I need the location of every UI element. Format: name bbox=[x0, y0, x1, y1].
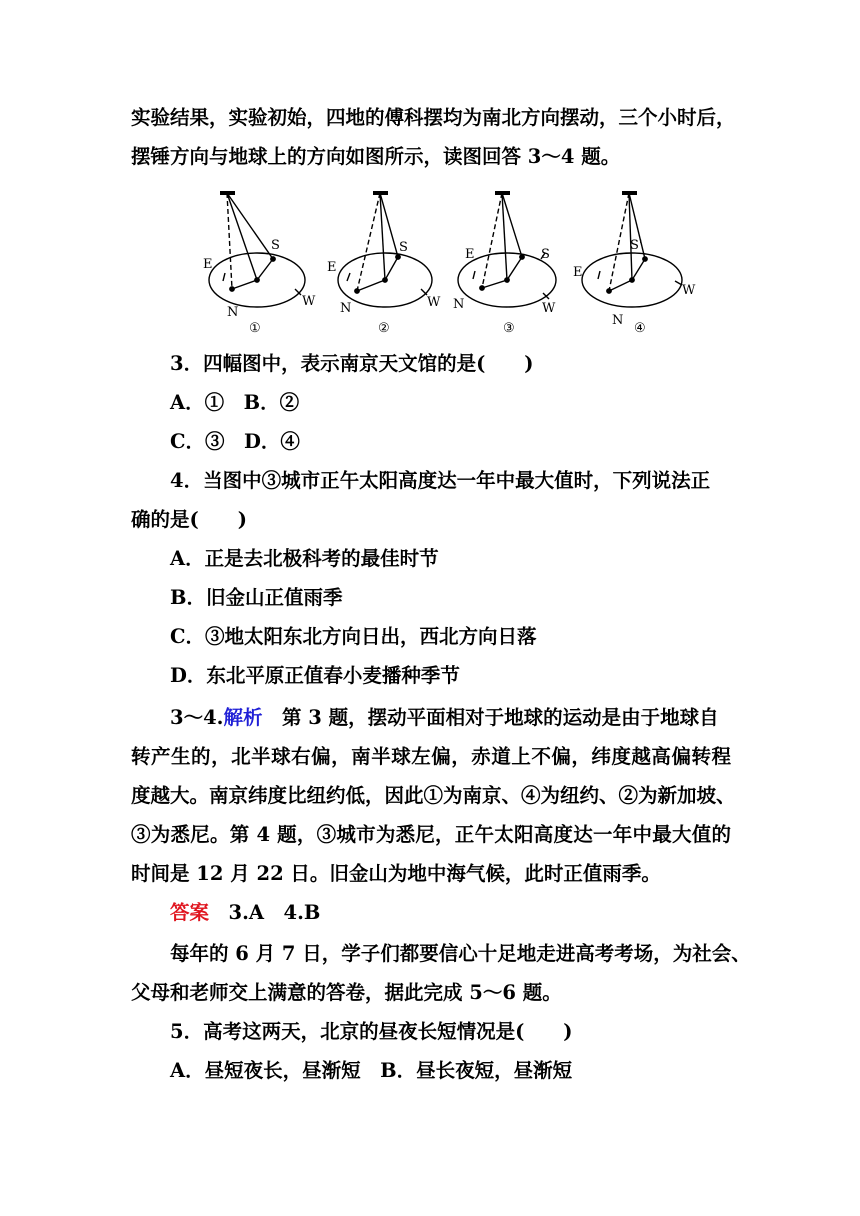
q4-option-b: B．旧金山正值雨季 bbox=[170, 586, 343, 609]
label-s-3: S bbox=[541, 247, 550, 262]
label-s-2: S bbox=[399, 240, 408, 255]
label-n-1: N bbox=[227, 305, 239, 320]
label-w-2: W bbox=[427, 295, 441, 310]
pendulum-diagram bbox=[195, 185, 715, 340]
pendulum-2 bbox=[338, 193, 432, 307]
analysis-line1-text: 第 3 题，摆动平面相对于地球的运动是由于地球自 bbox=[262, 706, 719, 729]
q5-stem: 5．高考这两天，北京的昼夜长短情况是( ) bbox=[170, 1020, 573, 1043]
analysis-prefix: 3～4. bbox=[170, 706, 224, 729]
caption-1: ① bbox=[249, 321, 261, 336]
foucault-pendulum-figure bbox=[195, 185, 715, 340]
label-w-3: W bbox=[542, 301, 556, 316]
label-s-prime-4: S' bbox=[630, 238, 643, 253]
label-e-3: E bbox=[465, 247, 475, 262]
q4-option-d: D．东北平原正值春小麦播种季节 bbox=[170, 664, 460, 687]
q4-stem-2: 确的是( ) bbox=[131, 508, 247, 531]
q5-options-1: A．昼短夜长，昼渐短 B．昼长夜短，昼渐短 bbox=[170, 1059, 573, 1082]
label-e-4: E bbox=[573, 265, 583, 280]
intro2-line-1: 每年的 6 月 7 日，学子们都要信心十足地走进高考考场，为社会、 bbox=[170, 942, 751, 965]
q4-stem-1: 4．当图中③城市正午太阳高度达一年中最大值时，下列说法正 bbox=[170, 469, 711, 492]
label-w-1: W bbox=[302, 294, 316, 309]
analysis-tag: 解析 bbox=[223, 706, 263, 729]
answer-tag: 答案 bbox=[170, 901, 210, 924]
analysis-line-1 bbox=[170, 704, 731, 732]
q4-option-a: A．正是去北极科考的最佳时节 bbox=[170, 547, 439, 570]
intro2-line-2: 父母和老师交上满意的答卷，据此完成 5～6 题。 bbox=[131, 981, 562, 1004]
label-w-4: W bbox=[682, 283, 696, 298]
intro-line-1: 实验结果，实验初始，四地的傅科摆均为南北方向摆动，三个小时后， bbox=[131, 106, 736, 129]
answer-text: 3.A 4.B bbox=[209, 901, 321, 924]
analysis-line-2: 转产生的，北半球右偏，南半球左偏，赤道上不偏，纬度越高偏转程 bbox=[131, 745, 731, 768]
label-e-2: E bbox=[327, 260, 337, 275]
pendulum-1 bbox=[209, 193, 305, 307]
label-n-4: N bbox=[612, 313, 624, 328]
analysis-line-4: ③为悉尼。第 4 题，③城市为悉尼，正午太阳高度达一年中最大值的 bbox=[131, 823, 731, 846]
label-s-1: S bbox=[271, 238, 280, 253]
analysis-line-5: 时间是 12 月 22 日。旧金山为地中海气候，此时正值雨季。 bbox=[131, 862, 661, 885]
analysis-line-3: 度越大。南京纬度比纽约低，因此①为南京、④为纽约、②为新加坡、 bbox=[131, 784, 736, 807]
label-e-1: E bbox=[203, 257, 213, 272]
q4-option-c: C．③地太阳东北方向日出，西北方向日落 bbox=[170, 625, 537, 648]
caption-2: ② bbox=[378, 321, 390, 336]
caption-4: ④ bbox=[634, 321, 646, 336]
label-n-3: N bbox=[453, 297, 465, 312]
label-n-2: N bbox=[340, 301, 352, 316]
q3-options-1: A．① B．② bbox=[170, 391, 300, 414]
answer-line bbox=[170, 899, 770, 927]
q3-stem: 3．四幅图中，表示南京天文馆的是( ) bbox=[170, 352, 534, 375]
q3-options-2: C．③ D．④ bbox=[170, 430, 300, 453]
caption-3: ③ bbox=[503, 321, 515, 336]
intro-line-2: 摆锤方向与地球上的方向如图所示，读图回答 3～4 题。 bbox=[131, 145, 621, 168]
